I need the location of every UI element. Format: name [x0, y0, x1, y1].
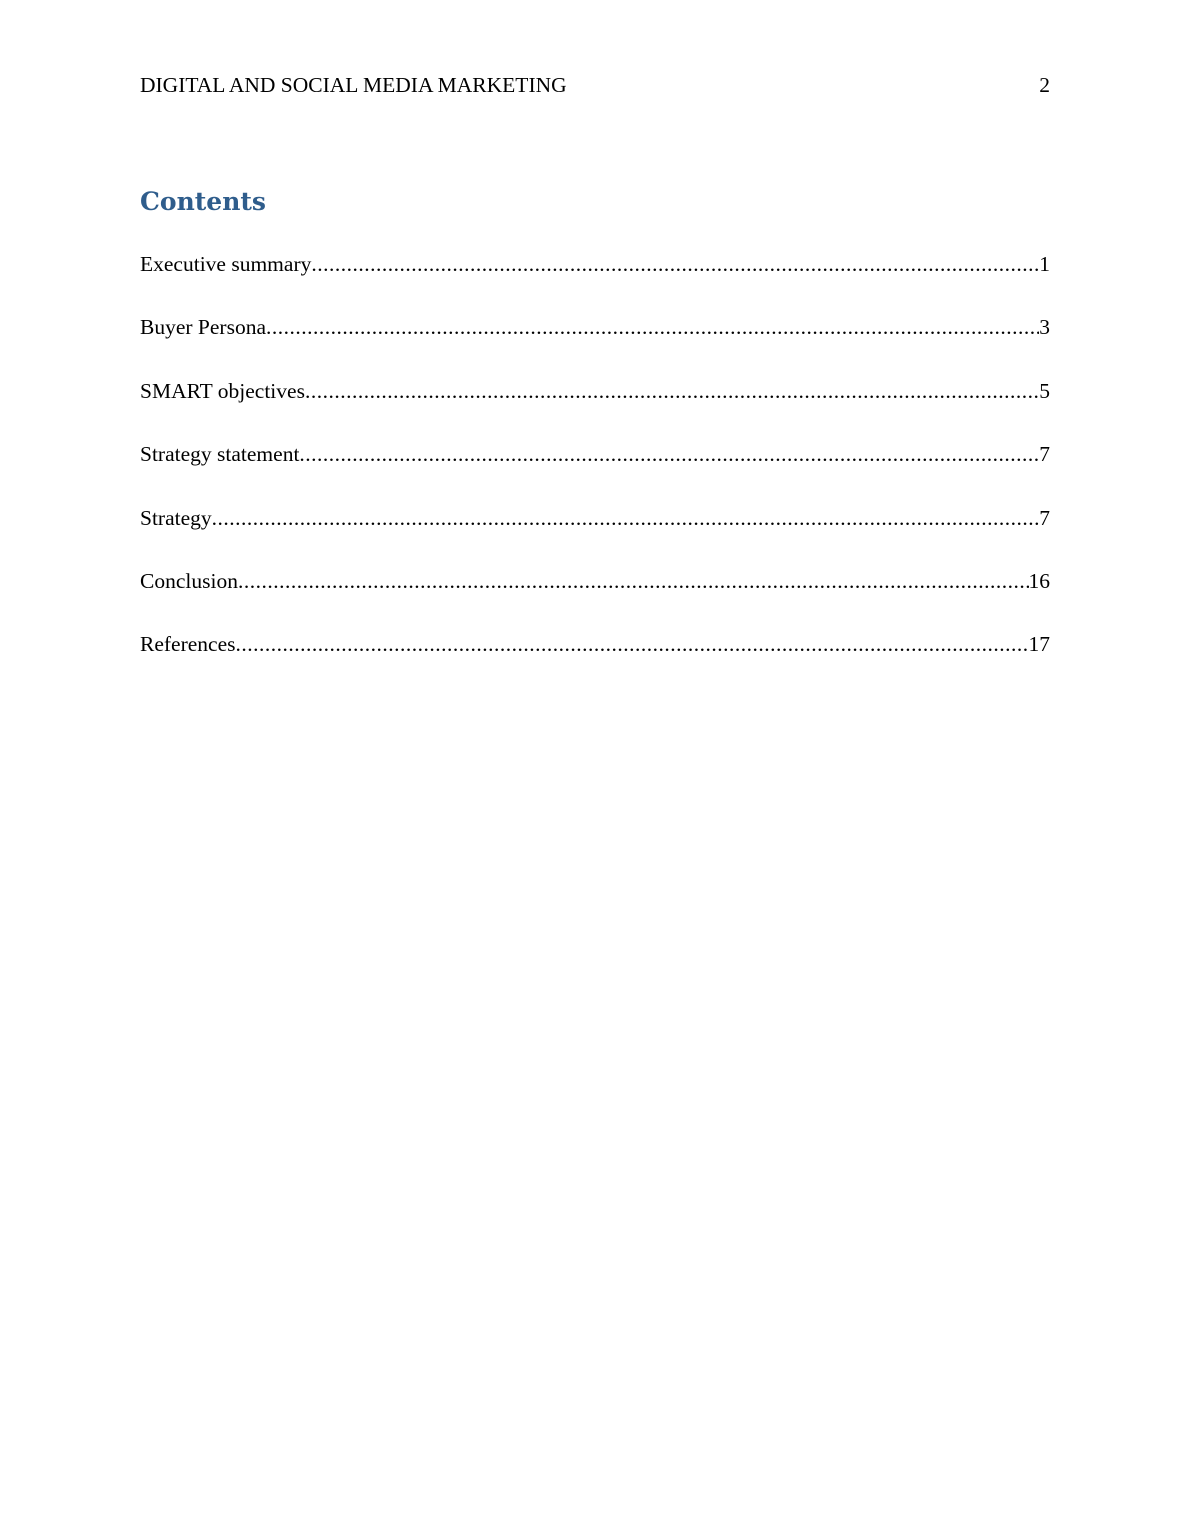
toc-entry-title: Strategy statement [140, 442, 300, 467]
toc-entry-buyer-persona[interactable] [140, 312, 1050, 375]
toc-entry-page: 3 [1039, 315, 1050, 340]
toc-entry-conclusion[interactable] [140, 566, 1050, 629]
toc-entry-page: 16 [1028, 568, 1050, 593]
toc-entry-page: 1 [1039, 252, 1050, 276]
toc-entry-title: Conclusion [140, 568, 238, 593]
toc-entry-page: 7 [1039, 442, 1050, 467]
toc-entry-title: References [140, 632, 236, 657]
toc-entry-title: Executive summary [140, 252, 312, 276]
toc-dot-leader [238, 566, 1029, 596]
toc-dot-leader [299, 439, 1039, 469]
toc-dot-leader [266, 312, 1039, 342]
toc-dot-leader [311, 249, 1039, 279]
toc-entry-executive-summary[interactable] [140, 249, 1050, 312]
toc-entry-title: Buyer Persona [140, 315, 266, 340]
toc-entry-page: 7 [1039, 505, 1050, 530]
toc-heading: Contents [140, 187, 267, 216]
toc-entry-title: SMART objectives [140, 378, 305, 403]
toc-entry-page: 17 [1028, 632, 1050, 657]
running-header [140, 70, 1050, 100]
toc-entry-title: Strategy [140, 505, 212, 530]
toc-dot-leader [212, 503, 1040, 533]
toc-entry-strategy[interactable] [140, 503, 1050, 566]
toc-dot-leader [305, 376, 1039, 406]
toc-entry-references[interactable] [140, 629, 1050, 692]
toc-entry-strategy-statement[interactable] [140, 439, 1050, 502]
toc-entry-page: 5 [1039, 378, 1050, 403]
table-of-contents [140, 249, 1050, 693]
toc-dot-leader [236, 629, 1029, 659]
running-title: DIGITAL AND SOCIAL MEDIA MARKETING [140, 73, 567, 97]
page-number: 2 [1039, 73, 1050, 97]
toc-entry-smart-objectives[interactable] [140, 376, 1050, 439]
